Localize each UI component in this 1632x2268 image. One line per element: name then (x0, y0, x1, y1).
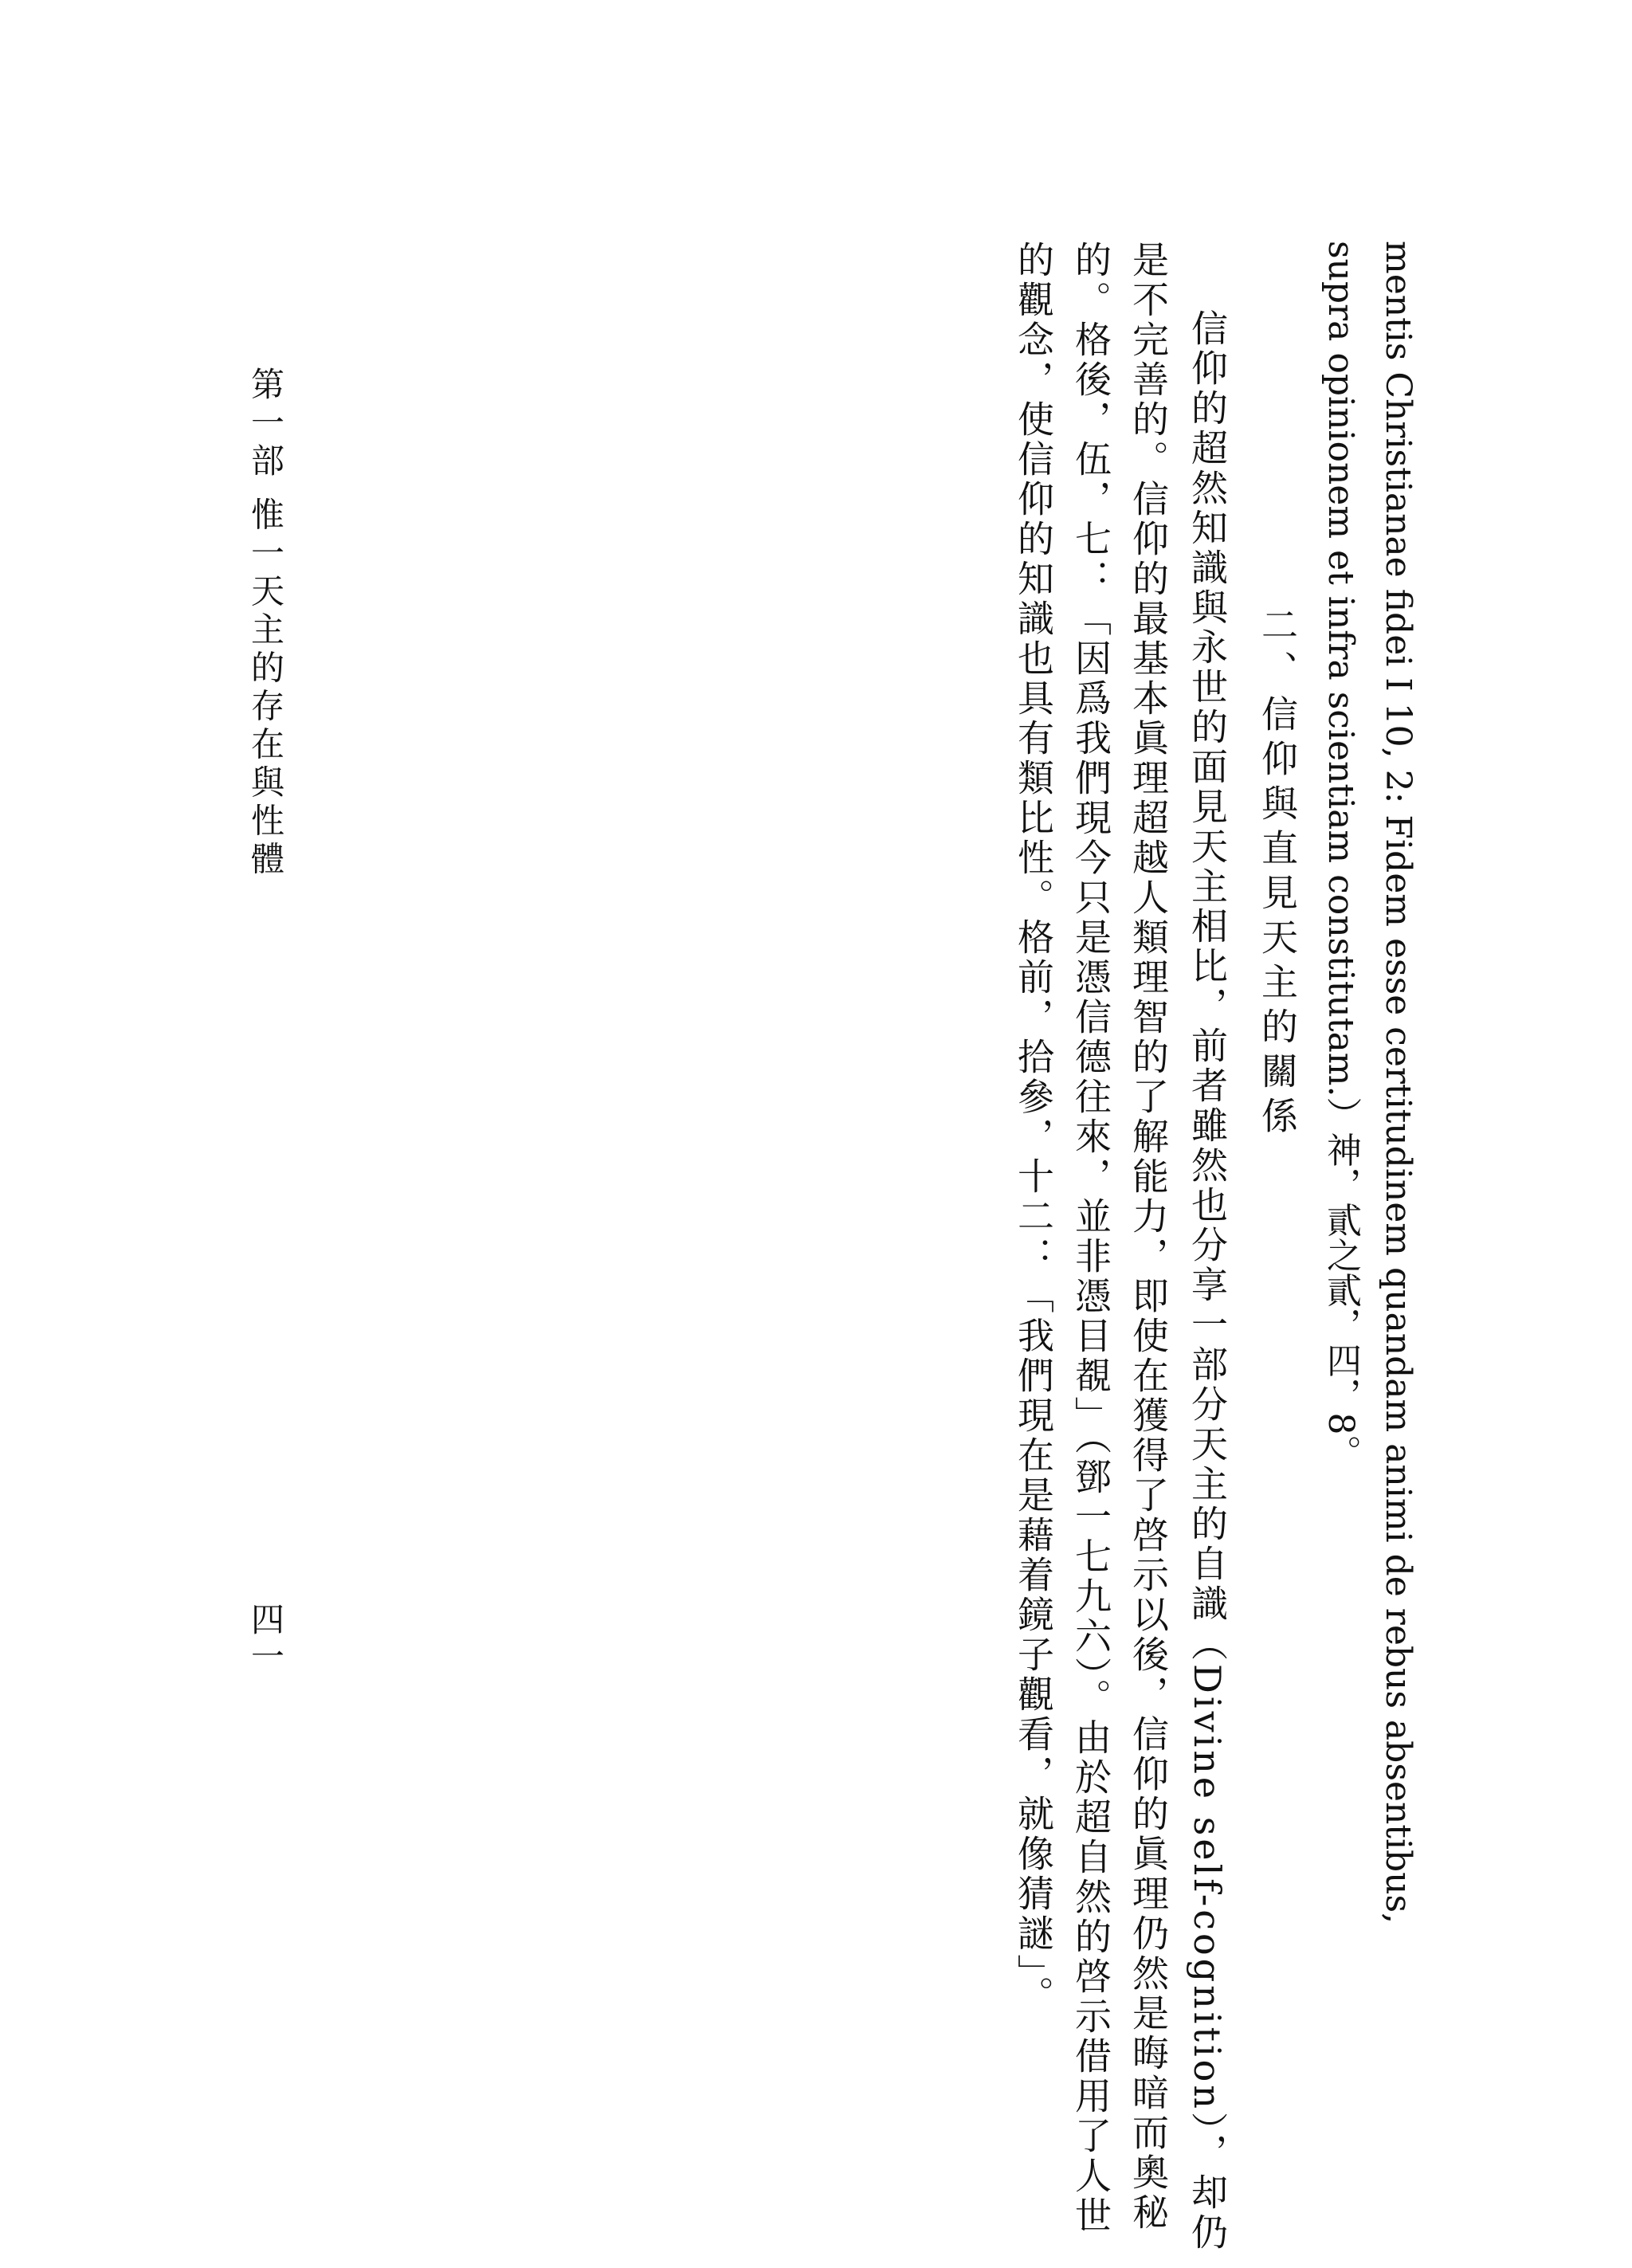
body-line-4: 的觀念，使信仰的知識也具有類比性。格前，拾參，十二：「我們現在是藉着鏡子觀看，就像猜謎」。 (1012, 241, 1055, 2015)
running-head: 第一部 惟一天主的存在與性體 (246, 367, 285, 880)
body-line-2: 是不完善的。信仰的最基本眞理超越人類理智的了解能力，即使在獲得了啓示以後，信仰的眞理仍然是晦暗而奧秘 (1127, 241, 1170, 2233)
footnote-line-1: mentis Christianae fidei I 10, 2: Fidem esse certitudinem quandam animi de rebus absentibus, (1378, 241, 1418, 1925)
page-number: 四一 (246, 1602, 285, 1675)
body-line-3: 的。格後，伍，七：「因爲我們現今只是憑信德往來，並非憑目覩」（鄧一七九六）。由於超自然的啓示借用了人世 (1069, 241, 1112, 2236)
section-heading: 二、信仰與直見天主的關係 (1256, 606, 1299, 1141)
body-line-1: 信仰的超然知識與永世的面見天主相比，前者雖然也分享一部分天主的自識（Divine self-cognition），却仍 (1186, 309, 1229, 2253)
footnote-line-2: supra opinionem et infra scientiam constitutam.）神，貳之貳，四，8。 (1320, 241, 1361, 1470)
